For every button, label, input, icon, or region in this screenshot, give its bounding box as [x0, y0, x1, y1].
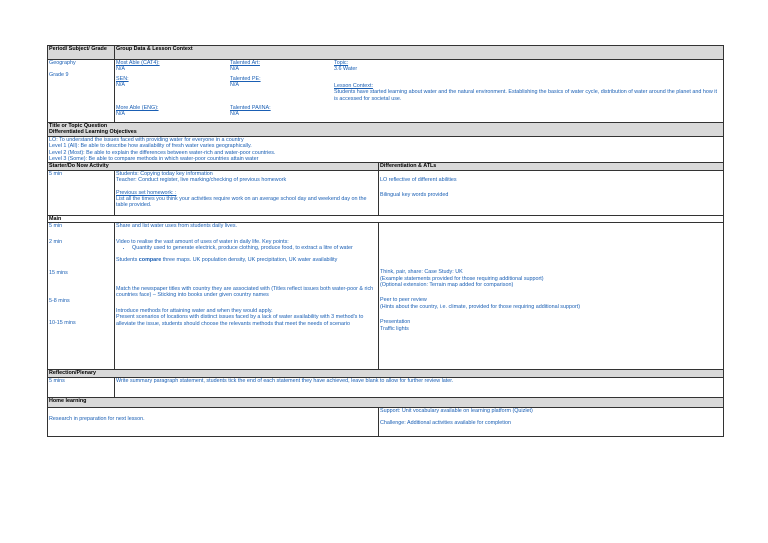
talented-pe-label: Talented PE: [230, 75, 261, 82]
talented-art-label: Talented Art: [230, 60, 260, 66]
main-activities [115, 223, 379, 370]
home-learning-text-cell [48, 407, 379, 436]
grade-text: Grade 9 [49, 72, 69, 79]
main-r3-text: Students compare three maps. UK population density, UK precipitation, UK water availability [116, 257, 338, 264]
starter-activity [115, 170, 379, 215]
homework-label: Previous set homework: : [116, 189, 177, 196]
home-learning-text: Research in preparation for next lesson. [49, 415, 145, 422]
homework-text: List all the times you think your activities require work on an average school day and weekend day on the table provided. [116, 196, 367, 209]
level1-text: Level 1 (All): Be able to describe how availability of fresh water varies geographically. [49, 143, 252, 150]
main-r3-diff1: Think, pair, share: Case Study: UK [380, 269, 463, 276]
main-r4-time: 5-8 mins [49, 298, 70, 305]
subject-text: Geography [49, 60, 76, 66]
title-topic-label: Title or Topic Question [49, 123, 108, 129]
subject-cell [48, 60, 115, 123]
sen-value: N/A [116, 82, 125, 89]
objectives-header [48, 123, 724, 137]
main-r3-diff3: (Optional extension: Terrain map added for comparison) [380, 282, 514, 289]
more-able-label: More Able (ENG): [116, 105, 159, 112]
differentiation-header: Differentiation & ATLs [379, 163, 724, 170]
home-learning-header: Home learning [48, 397, 724, 407]
main-r5-diff1: Presentation [380, 319, 411, 326]
starter-diff1: LO reflective of different abilities [380, 176, 457, 183]
main-r3-time: 15 mins [49, 270, 68, 277]
main-r5-line2: Present scenarios of locations with distinct issues faced by a lack of water availability with 3 method's to alleviate the issue, students should choose the relevants methods that meet the needs of scenario [116, 314, 364, 327]
level2-text: Level 2 (Most): Be able to explain the differences between water-rich and water-poor countries. [49, 149, 276, 156]
home-support-text: Support: Unit vocabulary available on learning platform (Quizlet) [380, 407, 533, 414]
starter-diff [379, 170, 724, 215]
objectives-cell [48, 136, 724, 163]
group-data-cell [115, 60, 724, 123]
main-r2-text: Video to realise the vast amount of uses of water in daily life. Key points: [116, 238, 289, 245]
starter-header: Starter/Do Now Activity [48, 163, 379, 170]
reflection-text: Write summary paragraph statement, students tick the end of each statement they have achieved, leave blank to allow for further review later. [115, 377, 724, 397]
talented-pa-value: N/A [230, 111, 239, 118]
lesson-context-label: Lesson Context: [334, 82, 373, 89]
main-r4-diff1: Peer to peer review [380, 297, 427, 304]
starter-line1: Students: Copying today key information [116, 170, 213, 177]
lesson-context-value: Students have started learning about water and the natural environment. Establishing the basics of water cycle, distribution of water around the planet and how it is accessed for societal use. [334, 89, 717, 102]
main-r2-time: 2 min [49, 238, 63, 245]
talented-pe-value: N/A [230, 82, 239, 89]
home-challenge-text: Challenge: Additional activities available for completion [380, 420, 511, 427]
main-r5-diff2: Traffic lights [380, 325, 409, 332]
main-r1-time: 5 min [49, 223, 63, 230]
main-times [48, 223, 115, 370]
main-r2-bullet: • Quantity used to generate electrick, produce clothing, produce food, to extract a litre of water [132, 245, 377, 251]
more-able-value: N/A [116, 111, 125, 118]
main-r1-text: Share and list water uses from students daily lives. [116, 223, 238, 230]
diff-objectives-label: Differentiated Learning Objectives [49, 129, 137, 136]
home-learning-diff [379, 407, 724, 436]
lesson-plan [47, 45, 723, 437]
lo-text: LO: To understand the issues faced with providing water for everyone in a country [49, 136, 244, 143]
main-r5-line1: Introduce methods for attaining water and when they would apply. [116, 307, 273, 314]
main-diff [379, 223, 724, 370]
starter-diff2: Bilingual key words provided [380, 192, 449, 199]
topic-value: 3.6 Water [334, 66, 358, 73]
main-r3-diff2: (Example statements provided for those requiring additional support) [380, 275, 544, 282]
main-r5-time: 10-15 mins [49, 319, 76, 326]
topic-label: Topic: [334, 60, 349, 66]
sen-label: SEN: [116, 75, 129, 82]
talented-pa-label: Talented PA/INA: [230, 105, 271, 112]
period-header: Period/ Subject/ Grade [48, 46, 115, 60]
most-able-label: Most Able (CAT4): [116, 60, 160, 66]
starter-time: 5 min [48, 170, 115, 215]
main-header: Main [48, 215, 724, 222]
reflection-header: Reflection/Plenary [48, 370, 724, 377]
most-able-value: N/A [116, 66, 125, 73]
level3-text: Level 3 (Some): Be able to compare methods in which water-poor countries attain water [49, 156, 259, 163]
main-r4-text: Match the newspaper titles with country they are associated with (Titles reflect issues both water-poor & rich countries face) – Sticking into books under given country names [116, 285, 374, 299]
starter-line2: Teacher: Conduct register, live marking/checking of previous homework [116, 177, 287, 184]
group-data-header: Group Data & Lesson Context [115, 46, 724, 60]
reflection-time: 5 mins [48, 377, 115, 397]
main-r4-diff2: (Hints about the country, i.e. climate, provided for those requiring additional support) [380, 303, 581, 310]
talented-art-value: N/A [230, 66, 239, 73]
lesson-plan-table [47, 45, 724, 437]
